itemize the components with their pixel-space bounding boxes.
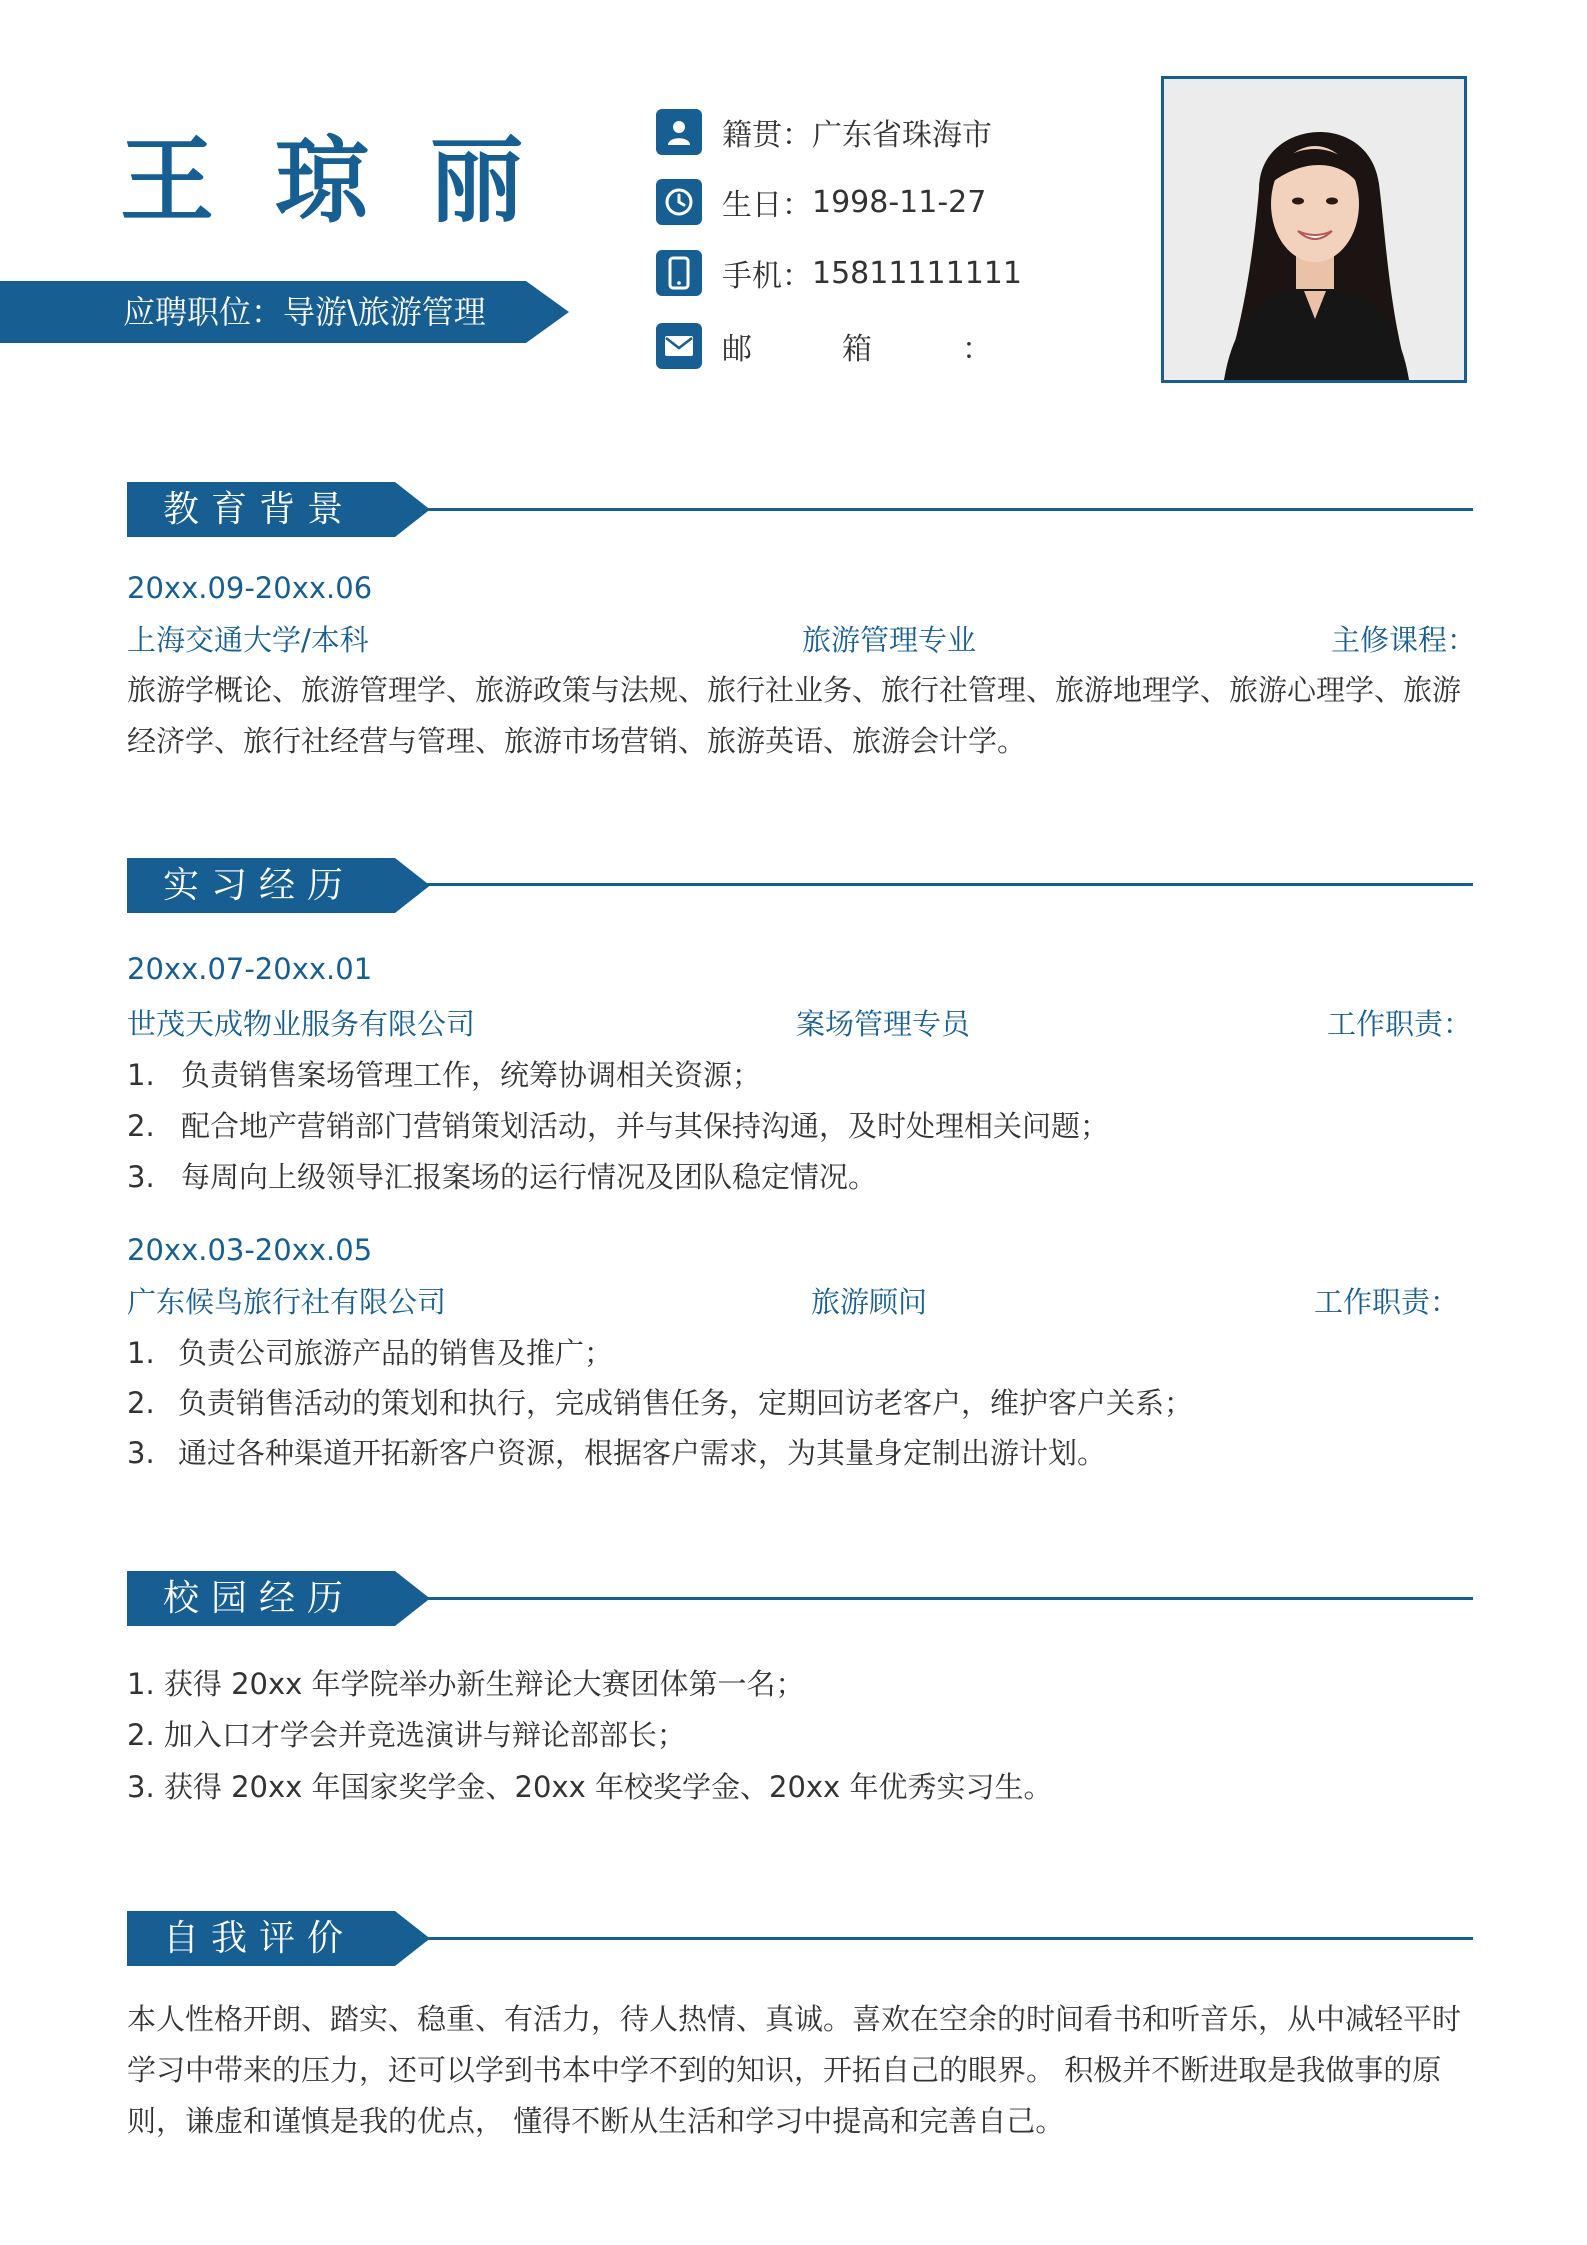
list-item-text: 配合地产营销部门营销策划活动，并与其保持沟通，及时处理相关问题； — [181, 1109, 1110, 1143]
section-title-internship: 实习经历 — [163, 865, 356, 906]
list-item-text: 负责销售活动的策划和执行，完成销售任务，定期回访老客户，维护客户关系； — [178, 1386, 1194, 1420]
job-duty-label: 工作职责： — [1314, 1285, 1460, 1319]
list-item-text: 负责销售案场管理工作，统筹协调相关资源； — [181, 1058, 762, 1092]
info-label: 籍贯： — [722, 118, 812, 153]
info-birthday — [656, 178, 986, 226]
list-item-text: 通过各种渠道开拓新客户资源，根据客户需求，为其量身定制出游计划。 — [178, 1436, 1107, 1470]
self-evaluation-text: 本人性格开朗、踏实、稳重、有活力，待人热情、真诚。喜欢在空余的时间看书和听音乐，从中减轻平时学习中带来的压力，还可以学到书本中学不到的知识，开拓自己的眼界。 积极并不断进取是我做事的原则，谦虚和谨慎是我的优点， 懂得不断从生活和学习中提高和完善自己。 — [127, 2002, 1462, 2138]
list-item-text: 负责公司旅游产品的销售及推广； — [178, 1336, 614, 1370]
section-divider — [420, 883, 1473, 886]
section-title-campus: 校园经历 — [163, 1578, 356, 1619]
education-course-label: 主修课程： — [1331, 623, 1477, 657]
clock-icon — [656, 179, 702, 225]
portrait-photo — [1161, 76, 1467, 383]
education-courses: 旅游学概论、旅游管理学、旅游政策与法规、旅行社业务、旅行社管理、旅游地理学、旅游心理学、旅游经济学、旅行社经营与管理、旅游市场营销、旅游英语、旅游会计学。 — [127, 673, 1462, 758]
section-divider — [420, 1597, 1473, 1600]
info-value: 15811111111 — [812, 255, 1022, 291]
campus-item: 1. 获得 20xx 年学院举办新生辩论大赛团体第一名； — [127, 1667, 805, 1701]
campus-item: 2. 加入口才学会并竞选演讲与辩论部部长； — [127, 1718, 686, 1752]
info-label: 手机： — [722, 259, 812, 294]
job-company: 广东候鸟旅行社有限公司 — [127, 1285, 447, 1319]
person-icon — [656, 109, 702, 155]
education-school: 上海交通大学/本科 — [127, 623, 369, 657]
info-phone — [656, 249, 1022, 297]
section-divider — [420, 1937, 1473, 1940]
list-item-number: 3. — [127, 1160, 155, 1194]
campus-item: 3. 获得 20xx 年国家奖学金、20xx 年校奖学金、20xx 年优秀实习生。 — [127, 1770, 1053, 1804]
candidate-name: 王 琼 丽 — [120, 127, 538, 236]
info-label: 生日： — [722, 188, 812, 223]
list-item-number: 1. — [127, 1058, 155, 1092]
list-item-number: 3. — [127, 1436, 155, 1470]
job-date: 20xx.03-20xx.05 — [127, 1233, 373, 1267]
section-title-education: 教育背景 — [163, 489, 356, 530]
job-date: 20xx.07-20xx.01 — [127, 952, 373, 986]
job-role: 案场管理专员 — [796, 1007, 971, 1041]
education-major: 旅游管理专业 — [802, 623, 977, 657]
info-value: 1998-11-27 — [812, 184, 987, 220]
job-company: 世茂天成物业服务有限公司 — [127, 1007, 476, 1041]
section-title-self: 自我评价 — [163, 1918, 356, 1959]
info-hometown — [656, 108, 992, 156]
job-duty-label: 工作职责： — [1327, 1007, 1473, 1041]
section-divider — [420, 508, 1473, 511]
phone-icon — [656, 250, 702, 296]
education-date: 20xx.09-20xx.06 — [127, 571, 373, 605]
list-item-number: 1. — [127, 1336, 155, 1370]
position-text: 应聘职位：导游\旅游管理 — [123, 293, 486, 331]
mail-icon — [656, 323, 702, 369]
list-item-number: 2. — [127, 1386, 155, 1420]
info-email — [656, 322, 992, 370]
list-item-text: 每周向上级领导汇报案场的运行情况及团队稳定情况。 — [181, 1160, 878, 1194]
job-role: 旅游顾问 — [811, 1285, 928, 1319]
info-value: 广东省珠海市 — [812, 118, 992, 153]
info-label: 邮 箱 ： — [722, 332, 992, 367]
list-item-number: 2. — [127, 1109, 155, 1143]
